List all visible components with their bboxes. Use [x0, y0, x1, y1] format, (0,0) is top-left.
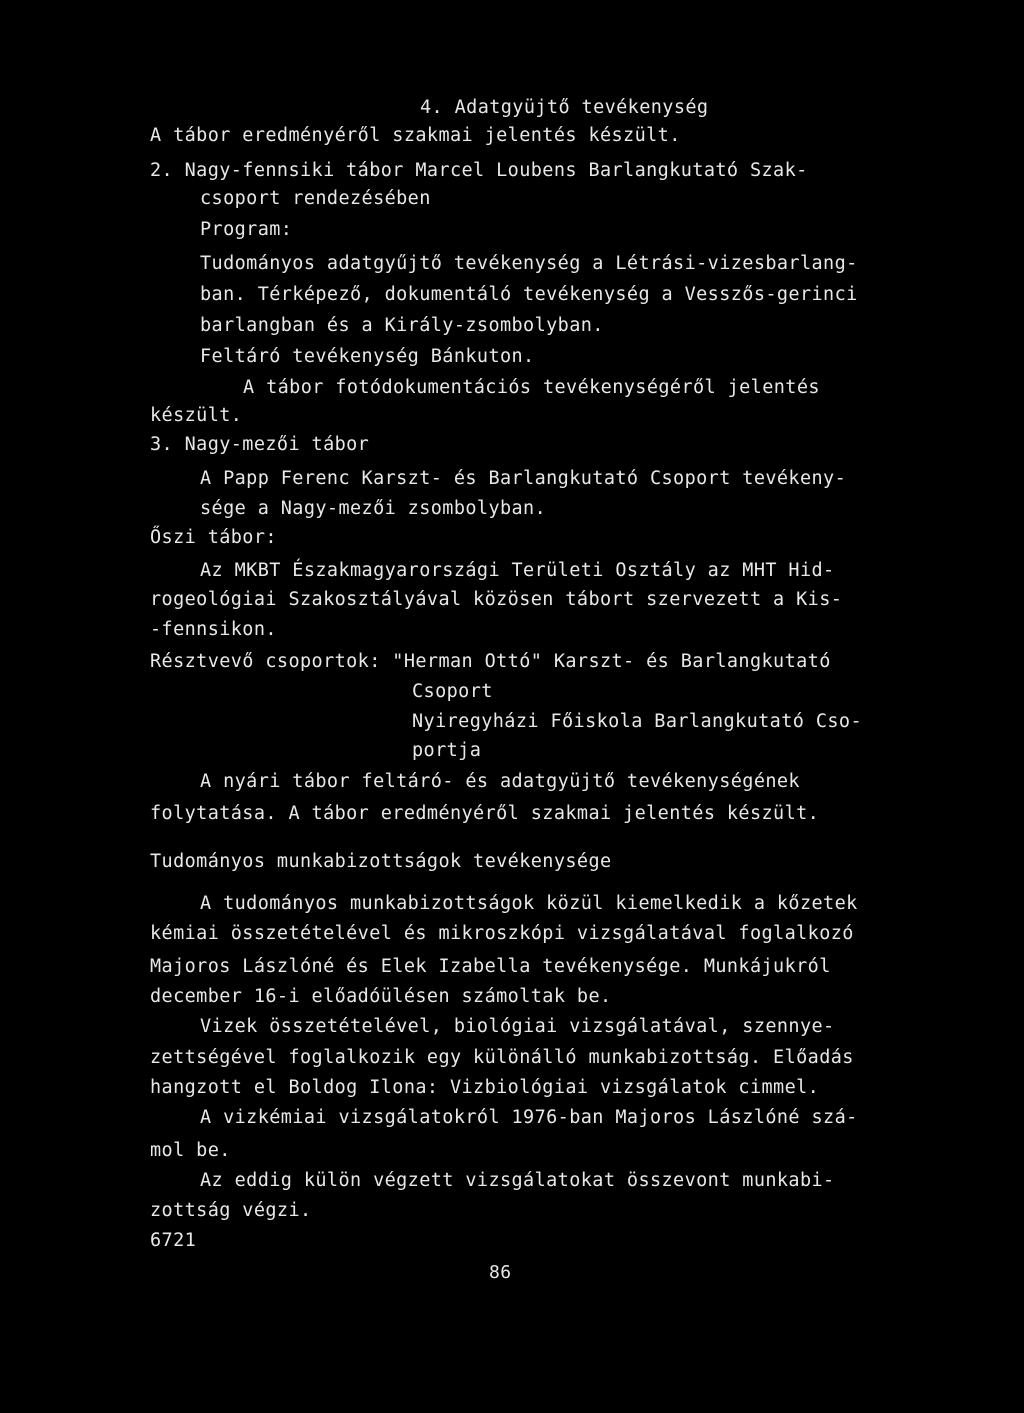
- section-heading-committees: Tudományos munkabizottságok tevékenysége: [150, 851, 612, 872]
- document-code: 6721: [150, 1230, 197, 1251]
- text-line: folytatása. A tábor eredményéről szakmai jelentés készült.: [150, 803, 820, 824]
- text-line: Feltáró tevékenység Bánkuton.: [200, 346, 535, 367]
- text-line: A tábor fotódokumentációs tevékenységéről jelentés: [243, 377, 820, 398]
- text-line: kémiai összetételével és mikroszkópi vizsgálatával foglalkozó: [150, 923, 854, 944]
- text-line: mol be.: [150, 1140, 231, 1161]
- text-line: készült.: [150, 405, 243, 426]
- text-line: Csoport: [412, 681, 493, 702]
- text-line: Vizek összetételével, biológiai vizsgálatával, szennye-: [200, 1016, 835, 1037]
- text-line: sége a Nagy-mezői zsombolyban.: [200, 498, 547, 519]
- text-line: Az MKBT Északmagyarországi Területi Osztály az MHT Hid-: [200, 560, 835, 581]
- text-line: A nyári tábor feltáró- és adatgyüjtő tevékenységének: [200, 771, 800, 792]
- text-line: rogeológiai Szakosztályával közösen tábort szervezett a Kis-: [150, 589, 843, 610]
- page-number: 86: [489, 1262, 512, 1283]
- section-heading-data-collection: 4. Adatgyüjtő tevékenység: [420, 97, 709, 118]
- participants-line: Résztvevő csoportok: "Herman Ottó" Karszt- és Barlangkutató: [150, 651, 831, 672]
- program-label: Program:: [200, 219, 293, 240]
- text-line: zettségével foglalkozik egy különálló munkabizottság. Előadás: [150, 1047, 854, 1068]
- text-line: csoport rendezésében: [200, 188, 431, 209]
- text-line: A tudományos munkabizottságok közül kiemelkedik a kőzetek: [200, 893, 858, 914]
- text-line: Majoros Lászlóné és Elek Izabella tevékenysége. Munkájukról: [150, 956, 831, 977]
- text-line: A vizkémiai vizsgálatokról 1976-ban Majoros Lászlóné szá-: [200, 1107, 858, 1128]
- text-line: Tudományos adatgyűjtő tevékenység a Létrási-vizesbarlang-: [200, 253, 858, 274]
- text-line: portja: [412, 740, 482, 761]
- text-line: A tábor eredményéről szakmai jelentés készült.: [150, 125, 681, 146]
- list-item-3-heading: 3. Nagy-mezői tábor: [150, 434, 370, 455]
- text-line: Az eddig külön végzett vizsgálatokat összevont munkabi-: [200, 1170, 835, 1191]
- list-item-2-heading: 2. Nagy-fennsiki tábor Marcel Loubens Barlangkutató Szak-: [150, 160, 808, 181]
- text-line: hangzott el Boldog Ilona: Vizbiológiai vizsgálatok cimmel.: [150, 1077, 820, 1098]
- text-line: december 16-i előadóülésen számoltak be.: [150, 986, 612, 1007]
- autumn-camp-label: Őszi tábor:: [150, 527, 277, 548]
- text-line: A Papp Ferenc Karszt- és Barlangkutató Csoport tevékeny-: [200, 468, 847, 489]
- text-line: barlangban és a Király-zsombolyban.: [200, 315, 604, 336]
- text-line: Nyiregyházi Főiskola Barlangkutató Cso-: [412, 711, 862, 732]
- text-line: zottság végzi.: [150, 1200, 312, 1221]
- text-line: ban. Térképező, dokumentáló tevékenység a Vesszős-gerinci: [200, 284, 858, 305]
- text-line: -fennsikon.: [150, 619, 277, 640]
